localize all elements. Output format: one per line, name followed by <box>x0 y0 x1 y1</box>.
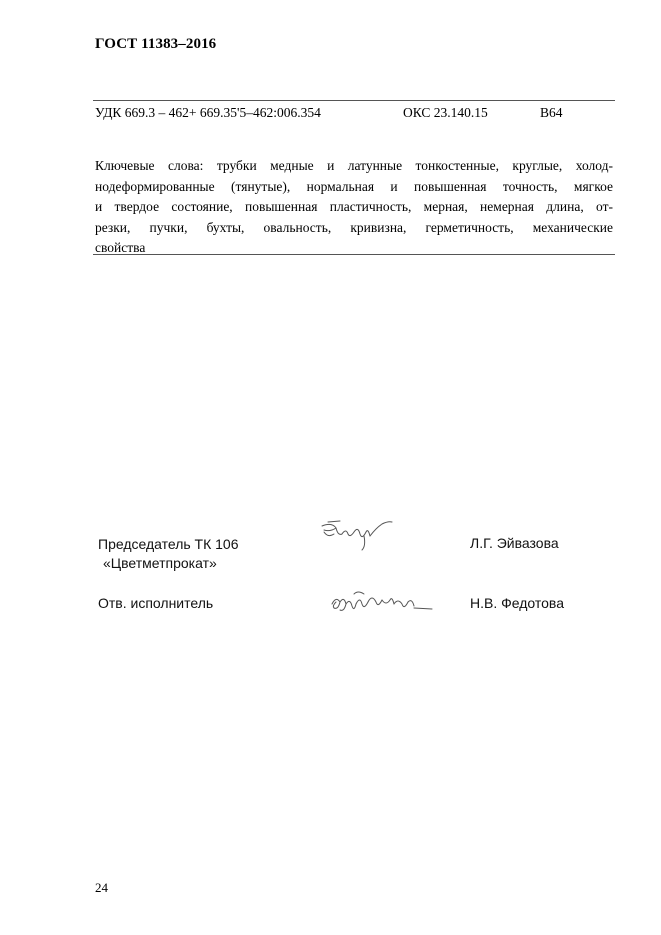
executor-signature <box>328 588 438 624</box>
chairman-role-title: Председатель ТК 106 <box>98 536 239 552</box>
chairman-committee-name: «Цветметпрокат» <box>103 555 217 571</box>
classification-row <box>95 105 615 123</box>
page-number: 24 <box>95 880 108 895</box>
udk-code: УДК 669.3 – 462+ 669.35'5–462:006.354 <box>95 105 321 120</box>
top-divider <box>93 100 615 101</box>
keywords-line: нодеформированные (тянутые), нормальная и повышенная точность, мягкое <box>95 178 613 194</box>
chairman-signature <box>318 518 398 554</box>
chairman-name: Л.Г. Эйвазова <box>470 535 559 551</box>
bottom-divider <box>93 254 615 255</box>
oks-code: ОКС 23.140.15 <box>403 105 488 120</box>
document-standard-title: ГОСТ 11383–2016 <box>95 36 217 52</box>
executor-name: Н.В. Федотова <box>470 595 564 611</box>
keywords-paragraph <box>95 156 613 259</box>
keywords-line: Ключевые слова: трубки медные и латунные тонкостенные, круглые, холод- <box>95 158 613 173</box>
chairman-role <box>98 535 239 573</box>
keywords-line: свойства <box>95 240 146 255</box>
keywords-line: резки, пучки, бухты, овальность, кривизна, герметичность, механические <box>95 219 613 235</box>
executor-role: Отв. исполнитель <box>98 595 214 611</box>
category-code: В64 <box>540 105 563 120</box>
keywords-line: и твердое состояние, повышенная пластичность, мерная, немерная длина, от- <box>95 199 613 214</box>
